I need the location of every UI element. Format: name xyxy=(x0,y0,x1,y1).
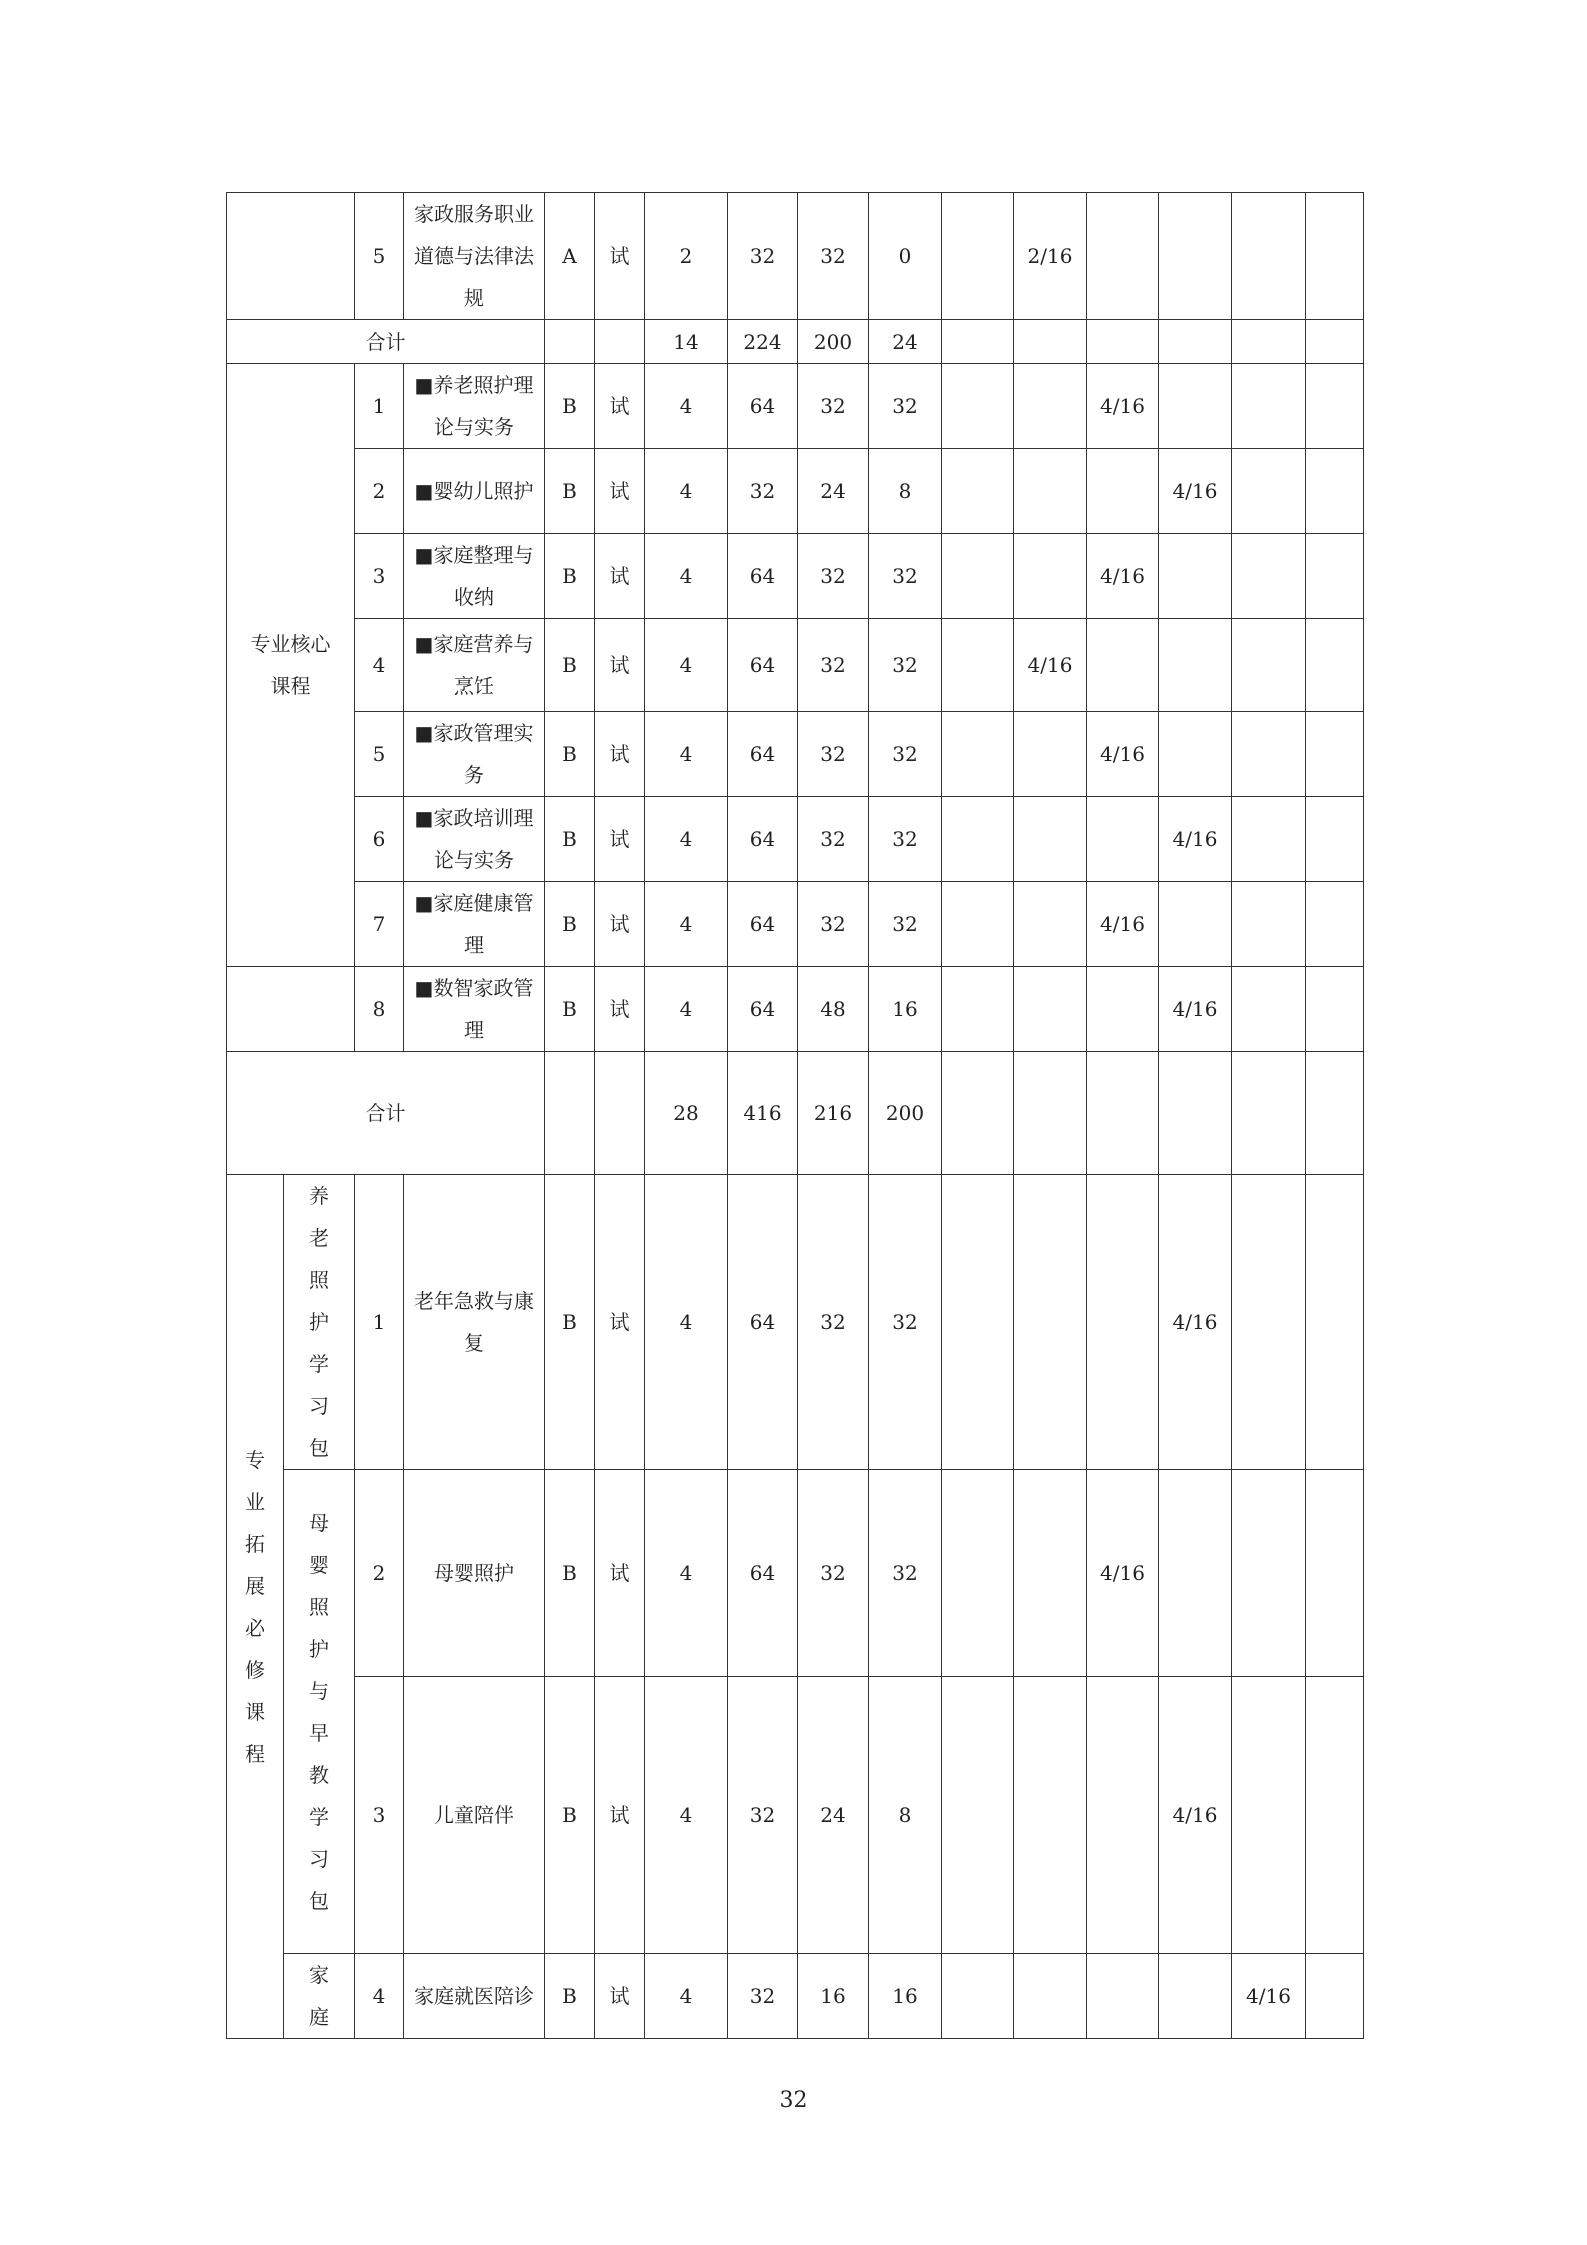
course-number: 4 xyxy=(355,1954,404,2039)
course-number: 7 xyxy=(355,882,404,967)
total-hours: 32 xyxy=(728,449,798,534)
practice-hours: 16 xyxy=(869,967,942,1052)
total-hours: 64 xyxy=(728,619,798,712)
exam-method: 试 xyxy=(595,449,645,534)
package-maternal-infant: 母婴照护与早教学习包 xyxy=(284,1470,355,1954)
semester-5 xyxy=(1232,1470,1306,1677)
course-number: 2 xyxy=(355,1470,404,1677)
subtotal-label: 合计 xyxy=(227,1052,545,1175)
theory-hours: 32 xyxy=(798,1175,869,1470)
course-number: 8 xyxy=(355,967,404,1052)
semester-3: 4/16 xyxy=(1087,712,1159,797)
total-hours: 64 xyxy=(728,1175,798,1470)
category-cell-empty xyxy=(227,193,355,320)
credits: 4 xyxy=(645,712,728,797)
semester-6 xyxy=(1306,797,1364,882)
semester-4 xyxy=(1159,1954,1232,2039)
table-row xyxy=(227,882,1364,967)
semester-2: 2/16 xyxy=(1014,193,1087,320)
exam-method: 试 xyxy=(595,534,645,619)
subtotal-practice-hours: 200 xyxy=(869,1052,942,1175)
course-type: B xyxy=(545,882,595,967)
course-type: B xyxy=(545,619,595,712)
exam-method: 试 xyxy=(595,364,645,449)
subtotal-total-hours: 224 xyxy=(728,320,798,364)
total-hours: 64 xyxy=(728,882,798,967)
course-name: 老年急救与康复 xyxy=(404,1175,545,1470)
table-row xyxy=(227,712,1364,797)
course-number: 4 xyxy=(355,619,404,712)
semester-4 xyxy=(1159,619,1232,712)
subtotal-credits: 28 xyxy=(645,1052,728,1175)
credits: 4 xyxy=(645,534,728,619)
total-hours: 32 xyxy=(728,193,798,320)
theory-hours: 24 xyxy=(798,1677,869,1954)
table-row xyxy=(227,364,1364,449)
course-number: 3 xyxy=(355,534,404,619)
table-row xyxy=(227,1470,1364,1677)
exam-method: 试 xyxy=(595,1175,645,1470)
credits: 4 xyxy=(645,619,728,712)
credits: 4 xyxy=(645,797,728,882)
course-name: ■家庭营养与烹饪 xyxy=(404,619,545,712)
total-hours: 64 xyxy=(728,967,798,1052)
semester-4 xyxy=(1159,1470,1232,1677)
theory-hours: 32 xyxy=(798,882,869,967)
semester-6 xyxy=(1306,712,1364,797)
theory-hours: 32 xyxy=(798,193,869,320)
semester-6 xyxy=(1306,1954,1364,2039)
course-type: B xyxy=(545,1677,595,1954)
semester-4 xyxy=(1159,534,1232,619)
theory-hours: 32 xyxy=(798,619,869,712)
exam-method: 试 xyxy=(595,712,645,797)
credits: 2 xyxy=(645,193,728,320)
theory-hours: 32 xyxy=(798,797,869,882)
semester-3 xyxy=(1087,797,1159,882)
semester-2 xyxy=(1014,967,1087,1052)
semester-2 xyxy=(1014,1470,1087,1677)
course-number: 6 xyxy=(355,797,404,882)
semester-3: 4/16 xyxy=(1087,882,1159,967)
semester-1 xyxy=(942,449,1014,534)
semester-3 xyxy=(1087,449,1159,534)
credits: 4 xyxy=(645,1470,728,1677)
semester-1 xyxy=(942,534,1014,619)
practice-hours: 32 xyxy=(869,619,942,712)
exam-method: 试 xyxy=(595,967,645,1052)
semester-6 xyxy=(1306,534,1364,619)
semester-5 xyxy=(1232,1677,1306,1954)
semester-6 xyxy=(1306,619,1364,712)
semester-5 xyxy=(1232,712,1306,797)
semester-1 xyxy=(942,1677,1014,1954)
table-row xyxy=(227,1175,1364,1470)
semester-1 xyxy=(942,797,1014,882)
table-row xyxy=(227,967,1364,1052)
table-row xyxy=(227,1677,1364,1954)
practice-hours: 32 xyxy=(869,712,942,797)
semester-5: 4/16 xyxy=(1232,1954,1306,2039)
course-type: B xyxy=(545,1470,595,1677)
total-hours: 32 xyxy=(728,1954,798,2039)
practice-hours: 32 xyxy=(869,797,942,882)
semester-3: 4/16 xyxy=(1087,534,1159,619)
course-type: A xyxy=(545,193,595,320)
course-name: ■养老照护理论与实务 xyxy=(404,364,545,449)
table-row xyxy=(227,193,1364,320)
semester-2 xyxy=(1014,797,1087,882)
semester-3: 4/16 xyxy=(1087,364,1159,449)
semester-6 xyxy=(1306,967,1364,1052)
total-hours: 64 xyxy=(728,1470,798,1677)
table-row xyxy=(227,534,1364,619)
table-row xyxy=(227,619,1364,712)
semester-5 xyxy=(1232,449,1306,534)
semester-5 xyxy=(1232,364,1306,449)
subtotal-theory-hours: 216 xyxy=(798,1052,869,1175)
course-type: B xyxy=(545,1175,595,1470)
semester-6 xyxy=(1306,1677,1364,1954)
semester-1 xyxy=(942,882,1014,967)
course-name: ■家政培训理论与实务 xyxy=(404,797,545,882)
semester-2 xyxy=(1014,1954,1087,2039)
semester-5 xyxy=(1232,967,1306,1052)
semester-6 xyxy=(1306,1175,1364,1470)
total-hours: 64 xyxy=(728,712,798,797)
semester-4 xyxy=(1159,364,1232,449)
course-type: B xyxy=(545,1954,595,2039)
course-name: 家庭就医陪诊 xyxy=(404,1954,545,2039)
category-cell-empty xyxy=(227,967,355,1052)
semester-5 xyxy=(1232,882,1306,967)
practice-hours: 32 xyxy=(869,534,942,619)
exam-method: 试 xyxy=(595,1954,645,2039)
total-hours: 64 xyxy=(728,534,798,619)
exam-method: 试 xyxy=(595,882,645,967)
semester-6 xyxy=(1306,449,1364,534)
credits: 4 xyxy=(645,1954,728,2039)
semester-2 xyxy=(1014,712,1087,797)
semester-2 xyxy=(1014,1677,1087,1954)
semester-1 xyxy=(942,1470,1014,1677)
theory-hours: 16 xyxy=(798,1954,869,2039)
semester-6 xyxy=(1306,882,1364,967)
course-number: 3 xyxy=(355,1677,404,1954)
total-hours: 64 xyxy=(728,364,798,449)
semester-4: 4/16 xyxy=(1159,449,1232,534)
theory-hours: 32 xyxy=(798,364,869,449)
total-hours: 64 xyxy=(728,797,798,882)
semester-6 xyxy=(1306,364,1364,449)
semester-2 xyxy=(1014,364,1087,449)
semester-1 xyxy=(942,1954,1014,2039)
semester-3 xyxy=(1087,1677,1159,1954)
course-name: ■家庭健康管理 xyxy=(404,882,545,967)
credits: 4 xyxy=(645,967,728,1052)
semester-5 xyxy=(1232,619,1306,712)
course-name: ■家政管理实务 xyxy=(404,712,545,797)
exam-method: 试 xyxy=(595,619,645,712)
semester-2 xyxy=(1014,449,1087,534)
course-name: 儿童陪伴 xyxy=(404,1677,545,1954)
section-core-courses: 专业核心课程 xyxy=(227,364,355,967)
semester-2 xyxy=(1014,1175,1087,1470)
semester-5 xyxy=(1232,534,1306,619)
credits: 4 xyxy=(645,882,728,967)
semester-5 xyxy=(1232,1175,1306,1470)
table-row xyxy=(227,1954,1364,2039)
semester-2: 4/16 xyxy=(1014,619,1087,712)
course-name: ■家庭整理与收纳 xyxy=(404,534,545,619)
course-name: ■数智家政管理 xyxy=(404,967,545,1052)
semester-4 xyxy=(1159,882,1232,967)
semester-1 xyxy=(942,364,1014,449)
subtotal-credits: 14 xyxy=(645,320,728,364)
semester-6 xyxy=(1306,1470,1364,1677)
course-number: 1 xyxy=(355,1175,404,1470)
course-type: B xyxy=(545,967,595,1052)
package-family: 家庭 xyxy=(284,1954,355,2039)
exam-method: 试 xyxy=(595,1470,645,1677)
semester-1 xyxy=(942,712,1014,797)
subtotal-row xyxy=(227,1052,1364,1175)
theory-hours: 32 xyxy=(798,712,869,797)
page-number: 32 xyxy=(779,2088,808,2113)
practice-hours: 32 xyxy=(869,882,942,967)
subtotal-practice-hours: 24 xyxy=(869,320,942,364)
credits: 4 xyxy=(645,364,728,449)
semester-4 xyxy=(1159,193,1232,320)
semester-5 xyxy=(1232,193,1306,320)
semester-1 xyxy=(942,193,1014,320)
exam-method: 试 xyxy=(595,193,645,320)
section-expansion-required: 专业拓展必修课程 xyxy=(227,1175,284,2039)
semester-3 xyxy=(1087,1954,1159,2039)
course-type: B xyxy=(545,712,595,797)
theory-hours: 32 xyxy=(798,534,869,619)
table-row xyxy=(227,797,1364,882)
credits: 4 xyxy=(645,1175,728,1470)
exam-method: 试 xyxy=(595,1677,645,1954)
semester-3 xyxy=(1087,619,1159,712)
semester-1 xyxy=(942,1175,1014,1470)
semester-2 xyxy=(1014,534,1087,619)
practice-hours: 16 xyxy=(869,1954,942,2039)
credits: 4 xyxy=(645,449,728,534)
semester-3 xyxy=(1087,193,1159,320)
practice-hours: 32 xyxy=(869,1175,942,1470)
semester-3 xyxy=(1087,1175,1159,1470)
subtotal-row xyxy=(227,320,1364,364)
course-type: B xyxy=(545,449,595,534)
course-number: 2 xyxy=(355,449,404,534)
subtotal-total-hours: 416 xyxy=(728,1052,798,1175)
practice-hours: 8 xyxy=(869,1677,942,1954)
course-name: 母婴照护 xyxy=(404,1470,545,1677)
semester-5 xyxy=(1232,797,1306,882)
credits: 4 xyxy=(645,1677,728,1954)
theory-hours: 24 xyxy=(798,449,869,534)
course-number: 5 xyxy=(355,193,404,320)
semester-4: 4/16 xyxy=(1159,797,1232,882)
semester-6 xyxy=(1306,193,1364,320)
semester-1 xyxy=(942,967,1014,1052)
total-hours: 32 xyxy=(728,1677,798,1954)
semester-2 xyxy=(1014,882,1087,967)
course-type: B xyxy=(545,364,595,449)
semester-4: 4/16 xyxy=(1159,1677,1232,1954)
course-plan-table xyxy=(226,192,1364,2039)
practice-hours: 0 xyxy=(869,193,942,320)
course-type: B xyxy=(545,534,595,619)
course-name: ■婴幼儿照护 xyxy=(404,449,545,534)
semester-4 xyxy=(1159,712,1232,797)
package-elder-care: 养老照护学习包 xyxy=(284,1175,355,1470)
exam-method: 试 xyxy=(595,797,645,882)
table-row xyxy=(227,449,1364,534)
semester-1 xyxy=(942,619,1014,712)
course-name: 家政服务职业道德与法律法规 xyxy=(404,193,545,320)
practice-hours: 8 xyxy=(869,449,942,534)
semester-4: 4/16 xyxy=(1159,967,1232,1052)
subtotal-label: 合计 xyxy=(227,320,545,364)
theory-hours: 32 xyxy=(798,1470,869,1677)
semester-3 xyxy=(1087,967,1159,1052)
theory-hours: 48 xyxy=(798,967,869,1052)
practice-hours: 32 xyxy=(869,364,942,449)
semester-4: 4/16 xyxy=(1159,1175,1232,1470)
practice-hours: 32 xyxy=(869,1470,942,1677)
course-type: B xyxy=(545,797,595,882)
course-number: 5 xyxy=(355,712,404,797)
semester-3: 4/16 xyxy=(1087,1470,1159,1677)
subtotal-theory-hours: 200 xyxy=(798,320,869,364)
course-number: 1 xyxy=(355,364,404,449)
